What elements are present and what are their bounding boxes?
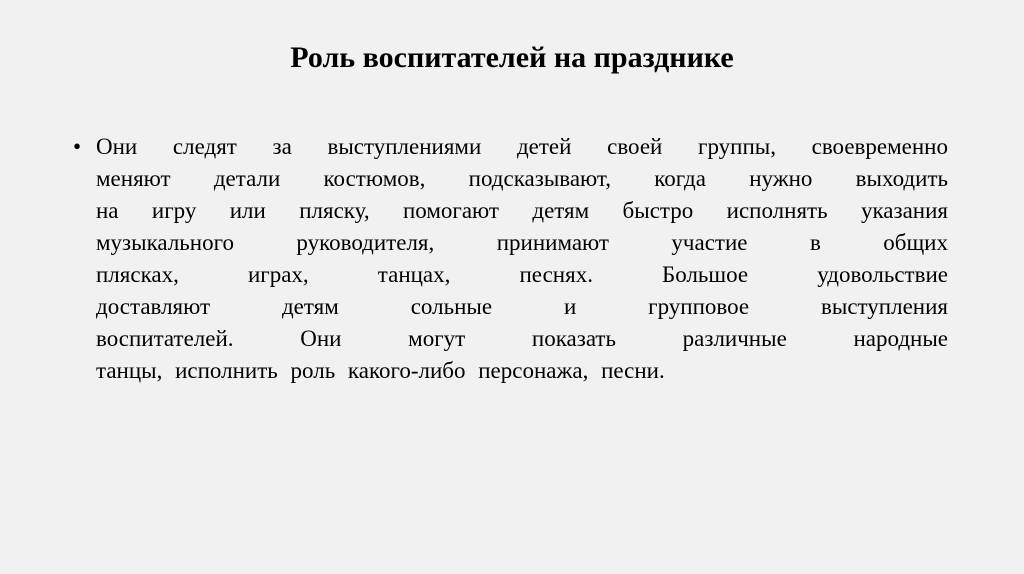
paragraph-line: плясках, играх, танцах, песнях. Большое удовольствие	[96, 262, 948, 287]
paragraph-line: танцы, исполнить роль какого-либо персонажа, песни.	[96, 358, 665, 383]
paragraph-line: музыкального руководителя, принимают участие в общих	[96, 230, 948, 255]
paragraph-line: воспитателей. Они могут показать различные народные	[96, 326, 948, 351]
paragraph-line: доставляют детям сольные и групповое выступления	[96, 294, 948, 319]
slide-title: Роль воспитателей на празднике	[290, 41, 734, 74]
paragraph-text	[96, 131, 948, 387]
bullet-icon: •	[73, 134, 82, 159]
paragraph-line: меняют детали костюмов, подсказывают, когда нужно выходить	[96, 166, 948, 191]
paragraph-line: Они следят за выступлениями детей своей группы, своевременно	[96, 134, 948, 159]
paragraph-line: на игру или пляску, помогают детям быстро исполнять указания	[96, 198, 948, 223]
